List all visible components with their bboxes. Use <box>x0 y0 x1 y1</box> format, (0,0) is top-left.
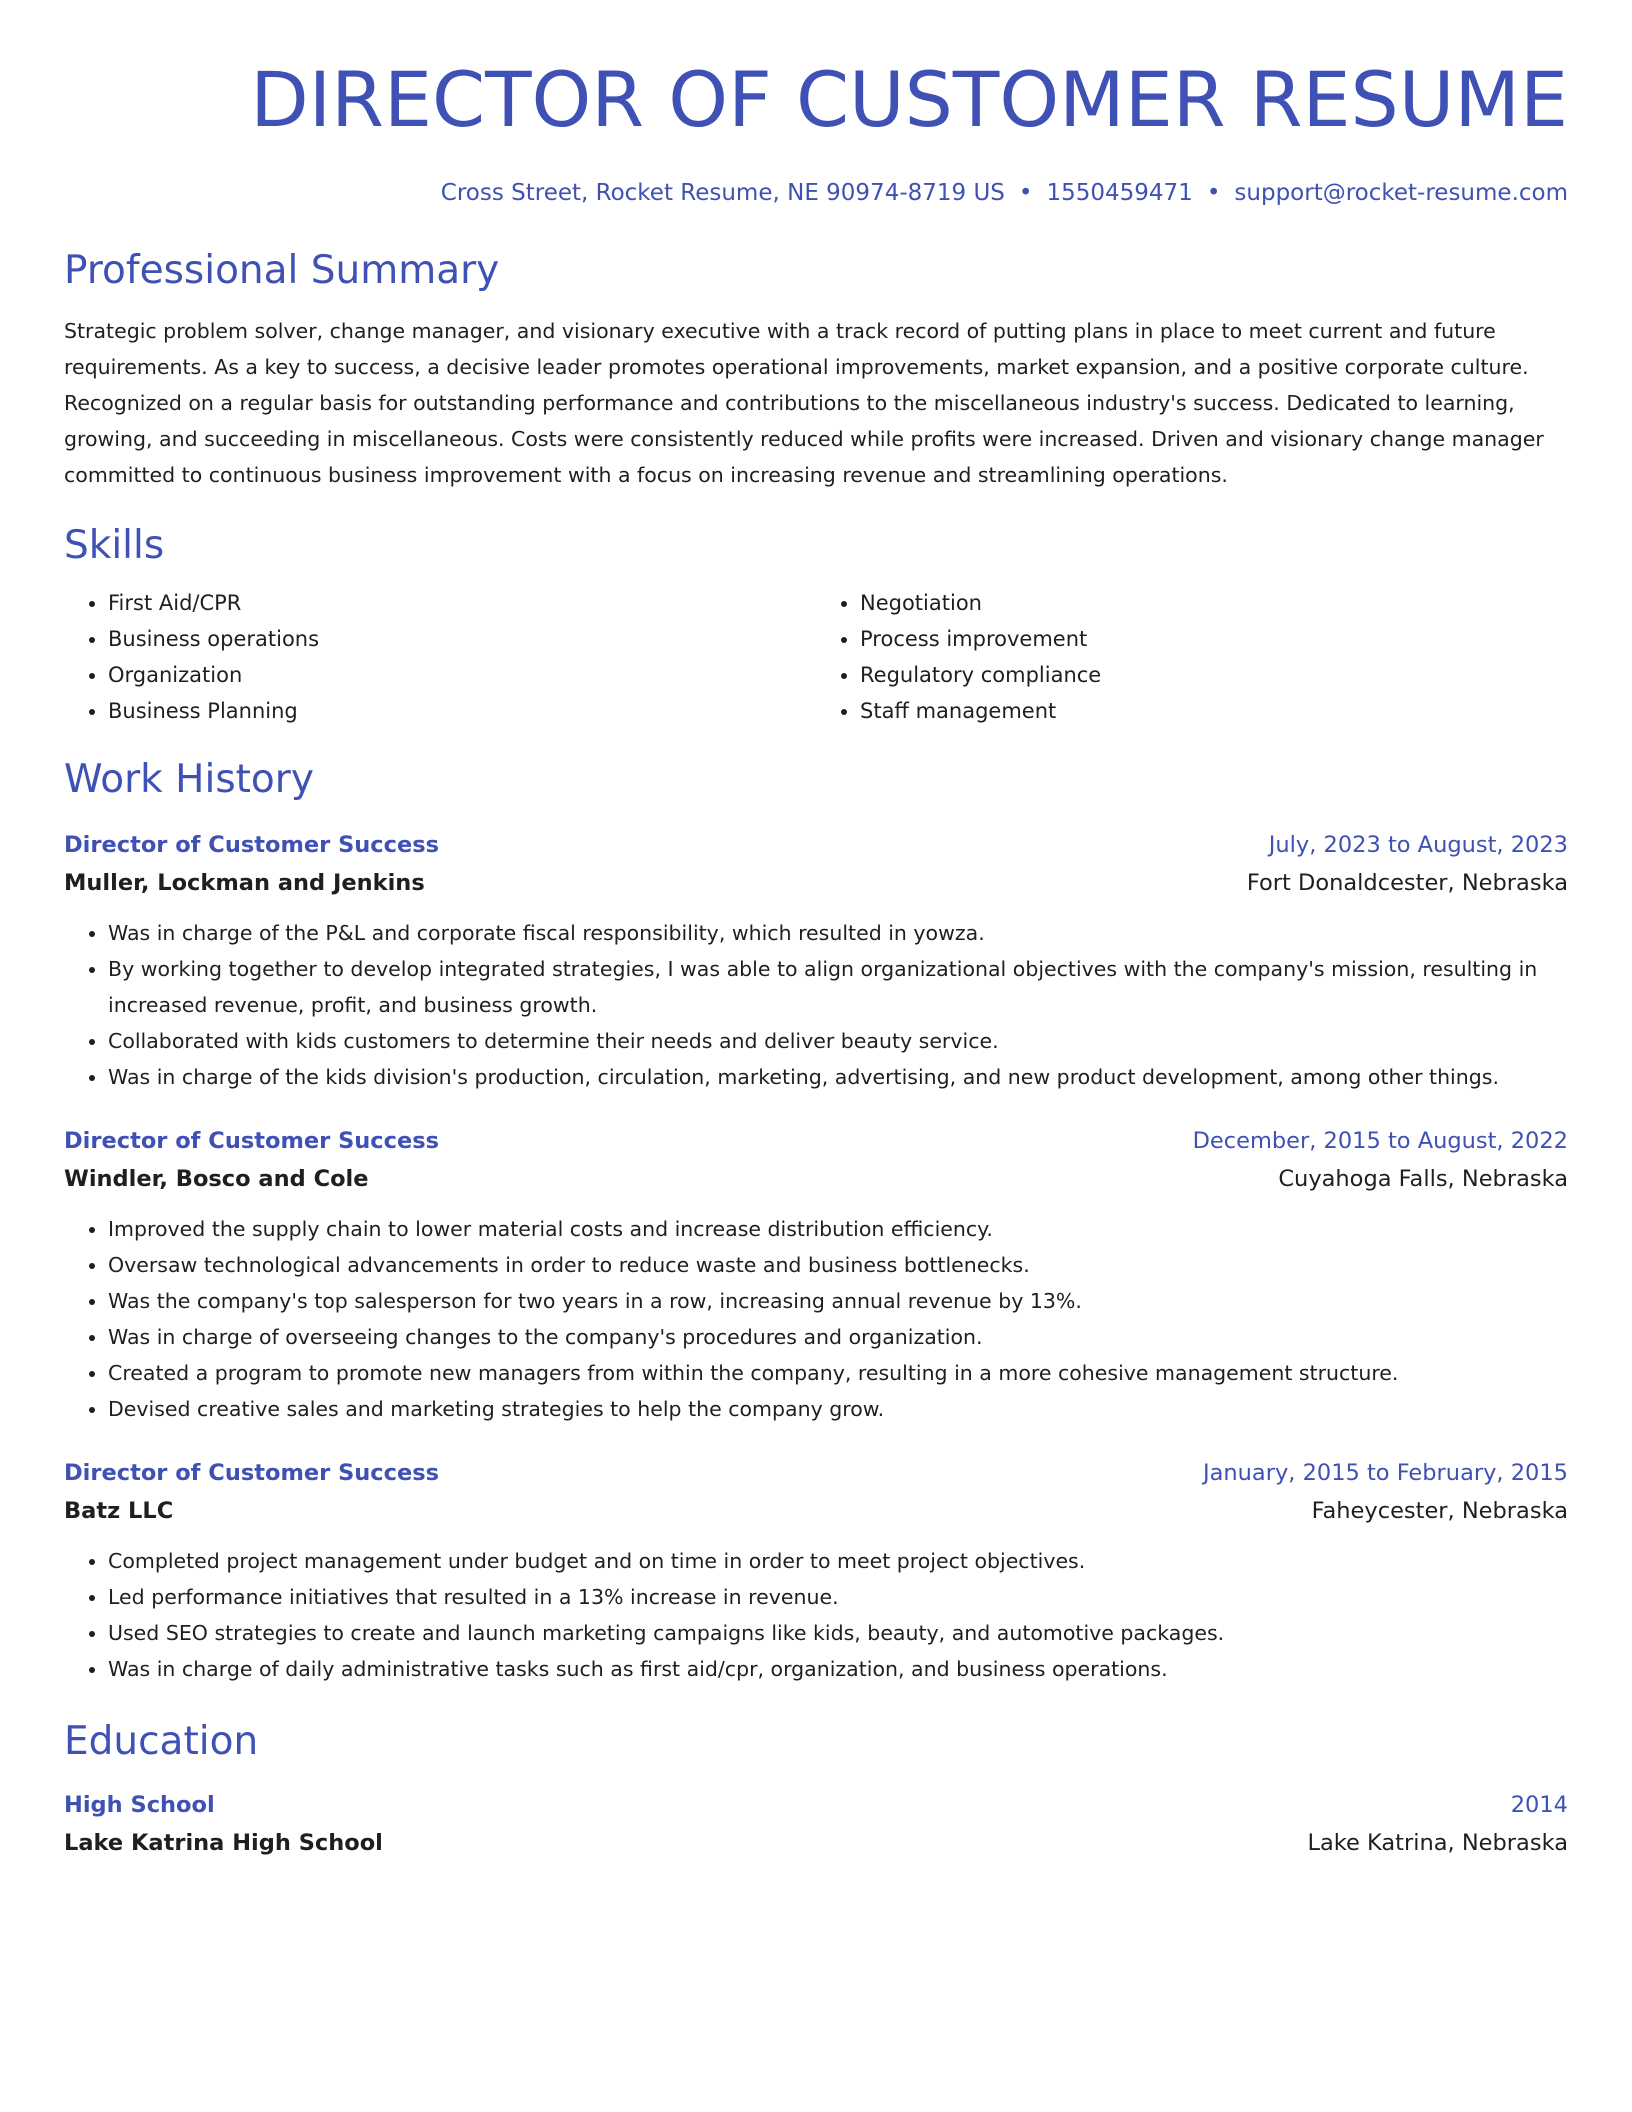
skills-section <box>64 521 1568 729</box>
job-location: Faheycester, Nebraska <box>1311 1498 1568 1524</box>
job-bullet: • Was in charge of the kids division's production, circulation, marketing, advertising, and new product development, among other things. <box>108 1059 1568 1095</box>
skill-item: • Negotiation <box>860 585 1568 621</box>
resume-header <box>64 48 1568 208</box>
job-header-row <box>64 1455 1568 1491</box>
skill-item: • First Aid/CPR <box>108 585 816 621</box>
contact-line <box>64 178 1568 208</box>
section-title-summary: Professional Summary <box>64 248 500 293</box>
job-dates: July, 2023 to August, 2023 <box>1268 832 1568 858</box>
job-bullet: • Was in charge of daily administrative tasks such as first aid/cpr, organization, and business operations. <box>108 1651 1568 1687</box>
summary-section <box>64 246 1568 493</box>
job-bullet: • Improved the supply chain to lower material costs and increase distribution efficiency. <box>108 1211 1568 1247</box>
job-dates: January, 2015 to February, 2015 <box>1202 1460 1568 1486</box>
job-bullet: • Devised creative sales and marketing strategies to help the company grow. <box>108 1391 1568 1427</box>
skill-item: • Organization <box>108 657 816 693</box>
education-section <box>64 1717 1568 1863</box>
skill-item: • Process improvement <box>860 621 1568 657</box>
section-title-work-history: Work History <box>64 757 314 802</box>
skill-item: • Regulatory compliance <box>860 657 1568 693</box>
job-bullets <box>64 915 1568 1095</box>
job-company: Batz LLC <box>64 1498 174 1524</box>
education-year: 2014 <box>1510 1792 1568 1818</box>
job-location: Cuyahoga Falls, Nebraska <box>1278 1166 1568 1192</box>
job-bullet: • Was the company's top salesperson for two years in a row, increasing annual revenue by 13%. <box>108 1283 1568 1319</box>
contact-address: Cross Street, Rocket Resume, NE 90974-8719 US <box>440 180 1005 206</box>
job-title: Director of Customer Success <box>64 832 440 858</box>
contact-email: support@rocket-resume.com <box>1234 180 1568 206</box>
resume-title: DIRECTOR OF CUSTOMER RESUME <box>250 55 1568 144</box>
section-title-education: Education <box>64 1719 259 1764</box>
job-bullets <box>64 1543 1568 1687</box>
contact-separator: • <box>1018 180 1033 206</box>
job-header-row <box>64 827 1568 863</box>
job-bullet: • Was in charge of the P&L and corporate fiscal responsibility, which resulted in yowza. <box>108 915 1568 951</box>
job-bullet: • Created a program to promote new managers from within the company, resulting in a more cohesive management structure. <box>108 1355 1568 1391</box>
job-bullet: • By working together to develop integrated strategies, I was able to align organizational objectives with the company's mission, resulting in increased revenue, profit, and business growth. <box>108 951 1568 1023</box>
education-school: Lake Katrina High School <box>64 1830 383 1856</box>
job-bullet: • Used SEO strategies to create and launch marketing campaigns like kids, beauty, and automotive packages. <box>108 1615 1568 1651</box>
education-school-row <box>64 1823 1568 1863</box>
job-bullet: • Oversaw technological advancements in order to reduce waste and business bottlenecks. <box>108 1247 1568 1283</box>
job-company-row <box>64 1159 1568 1199</box>
job-header-row <box>64 1123 1568 1159</box>
job-location: Fort Donaldcester, Nebraska <box>1246 870 1568 896</box>
skill-item: • Staff management <box>860 693 1568 729</box>
work-history-section <box>64 755 1568 1687</box>
job-bullet: • Completed project management under budget and on time in order to meet project objectives. <box>108 1543 1568 1579</box>
education-location: Lake Katrina, Nebraska <box>1307 1830 1568 1856</box>
education-degree: High School <box>64 1792 215 1818</box>
job-company-row <box>64 1491 1568 1531</box>
job-dates: December, 2015 to August, 2022 <box>1192 1128 1568 1154</box>
contact-separator: • <box>1206 180 1221 206</box>
job-company: Windler, Bosco and Cole <box>64 1166 369 1192</box>
job-company-row <box>64 863 1568 903</box>
job-title: Director of Customer Success <box>64 1460 440 1486</box>
job-entry <box>64 1123 1568 1427</box>
job-company: Muller, Lockman and Jenkins <box>64 870 425 896</box>
contact-phone: 1550459471 <box>1046 180 1193 206</box>
skills-column-right <box>816 585 1568 729</box>
skills-column-left <box>64 585 816 729</box>
job-entry <box>64 827 1568 1095</box>
job-entry <box>64 1455 1568 1687</box>
job-bullets <box>64 1211 1568 1427</box>
skills-grid <box>64 585 1568 729</box>
skill-item: • Business operations <box>108 621 816 657</box>
job-bullet: • Led performance initiatives that resulted in a 13% increase in revenue. <box>108 1579 1568 1615</box>
job-bullet: • Collaborated with kids customers to determine their needs and deliver beauty service. <box>108 1023 1568 1059</box>
skill-item: • Business Planning <box>108 693 816 729</box>
job-title: Director of Customer Success <box>64 1128 440 1154</box>
education-header-row <box>64 1787 1568 1823</box>
section-title-skills: Skills <box>64 523 165 568</box>
summary-text: Strategic problem solver, change manager, and visionary executive with a track record of putting plans in place to meet current and future requirements. As a key to success, a decisive leader promotes operational improvements, market expansion, and a positive corporate culture. Recognized on a regular basis for outstanding performance and contributions to the miscellaneous industry's success. Dedicated to learning, growing, and succeeding in miscellaneous. Costs were consistently reduced while profits were increased. Driven and visionary change manager committed to continuous business improvement with a focus on increasing revenue and streamlining operations. <box>64 319 1544 487</box>
job-bullet: • Was in charge of overseeing changes to the company's procedures and organization. <box>108 1319 1568 1355</box>
